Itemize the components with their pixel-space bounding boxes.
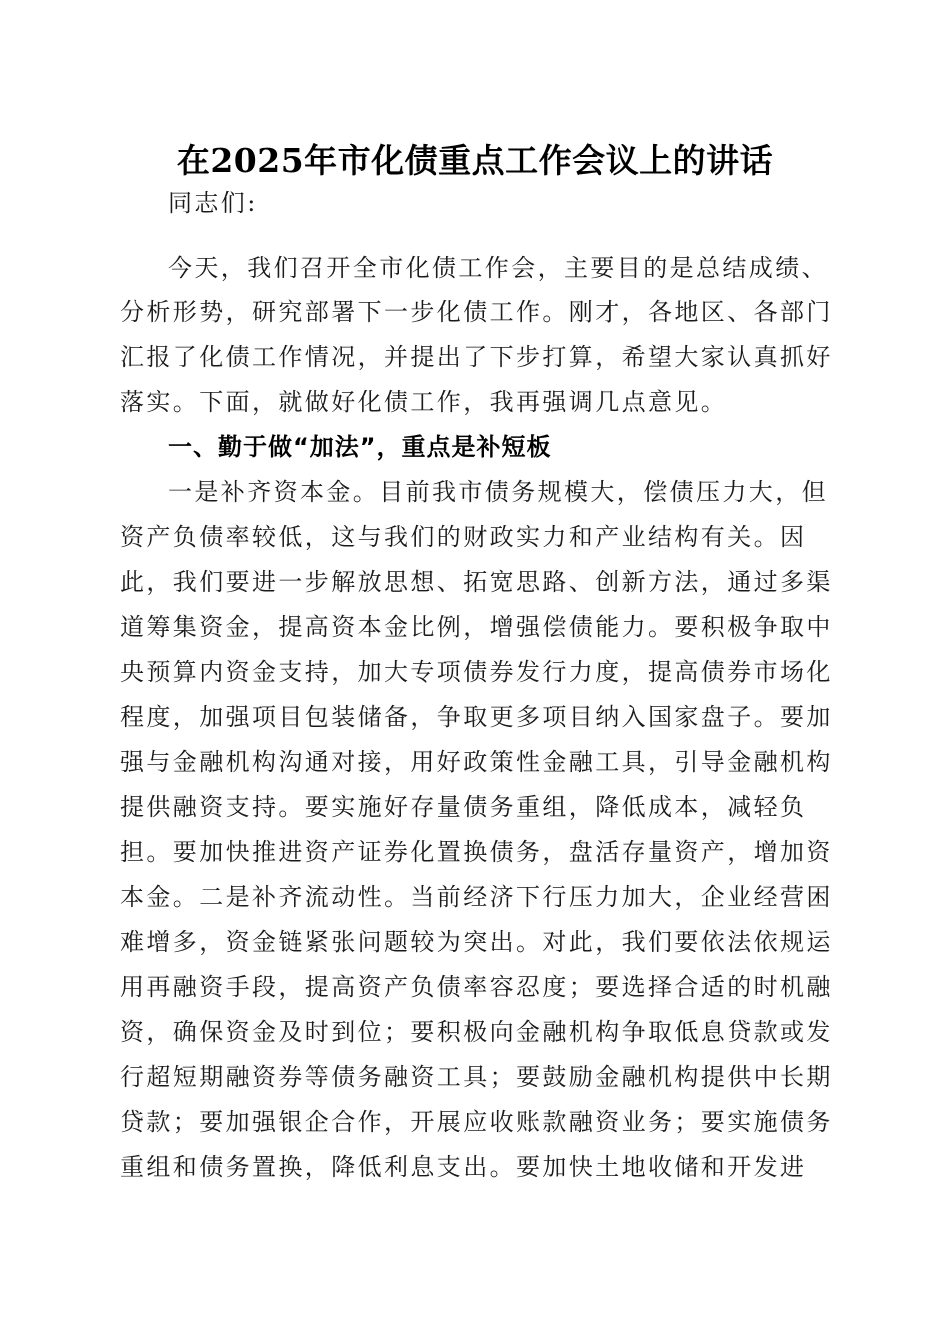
salutation: 同志们:	[168, 189, 258, 217]
body-line: 央预算内资金支持，加大专项债券发行力度，提高债券市场化	[120, 658, 833, 686]
body-line: 资产负债率较低，这与我们的财政实力和产业结构有关。因	[120, 523, 807, 551]
body-line: 落实。下面，就做好化债工作，我再强调几点意见。	[120, 388, 728, 416]
body-line: 提供融资支持。要实施好存量债务重组，降低成本，减轻负	[120, 793, 807, 821]
body-line: 用再融资手段，提高资产负债率容忍度；要选择合适的时机融	[120, 973, 833, 1001]
body-line: 本金。二是补齐流动性。当前经济下行压力加大，企业经营困	[120, 883, 833, 911]
body-line: 行超短期融资券等债务融资工具；要鼓励金融机构提供中长期	[120, 1063, 833, 1091]
body-line: 强与金融机构沟通对接，用好政策性金融工具，引导金融机构	[120, 748, 833, 776]
body-line: 一是补齐资本金。目前我市债务规模大，偿债压力大，但	[168, 478, 828, 506]
document-title: 在2025年市化债重点工作会议上的讲话	[176, 141, 774, 180]
body-line: 分析形势，研究部署下一步化债工作。刚才，各地区、各部门	[120, 298, 833, 326]
body-line: 贷款；要加强银企合作，开展应收账款融资业务；要实施债务	[120, 1108, 833, 1136]
body-line: 担。要加快推进资产证券化置换债务，盘活存量资产，增加资	[120, 838, 833, 866]
body-line: 程度，加强项目包装储备，争取更多项目纳入国家盘子。要加	[120, 703, 833, 731]
body-line: 此，我们要进一步解放思想、拓宽思路、创新方法，通过多渠	[120, 568, 833, 596]
body-line: 难增多，资金链紧张问题较为突出。对此，我们要依法依规运	[120, 928, 833, 956]
body-line: 重组和债务置换，降低利息支出。要加快土地收储和开发进	[120, 1153, 807, 1181]
body-line: 汇报了化债工作情况，并提出了下步打算，希望大家认真抓好	[120, 343, 833, 371]
body-line: 今天，我们召开全市化债工作会，主要目的是总结成绩、	[168, 254, 828, 282]
body-line: 资，确保资金及时到位；要积极向金融机构争取低息贷款或发	[120, 1018, 833, 1046]
section-heading: 一、勤于做“加法”，重点是补短板	[168, 433, 552, 461]
body-line: 道筹集资金，提高资本金比例，增强偿债能力。要积极争取中	[120, 613, 833, 641]
